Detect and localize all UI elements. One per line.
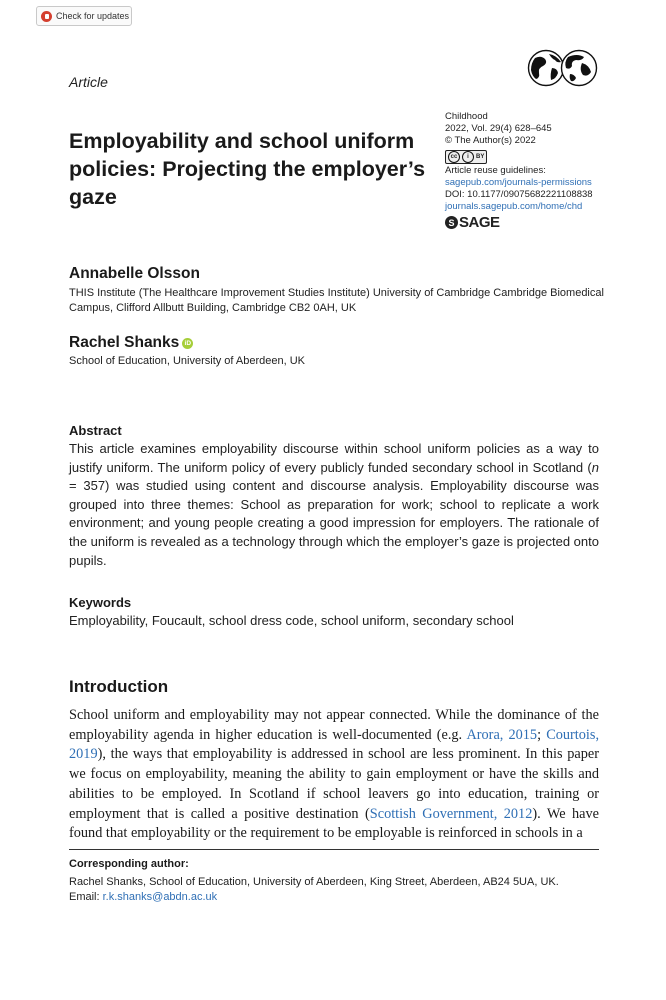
cc-by-license-icon: cc i BY bbox=[445, 150, 487, 164]
author-name: Annabelle Olsson bbox=[69, 265, 200, 282]
article-title: Employability and school uniform policies: Projecting the employer’s gaze bbox=[69, 129, 426, 209]
keywords-text: Employability, Foucault, school dress code, school uniform, secondary school bbox=[69, 613, 514, 628]
journal-name: Childhood bbox=[445, 111, 488, 122]
intro-text: ). We have found that employability or the requirement to be employable is reinforced in schools in a bbox=[69, 805, 599, 842]
journal-citation: 2022, Vol. 29(4) 628–645 bbox=[445, 123, 552, 134]
author-name-text: Rachel Shanks bbox=[69, 334, 180, 351]
citation-link[interactable]: Scottish Government, 2012 bbox=[369, 805, 533, 822]
sage-logo-icon: S bbox=[445, 216, 458, 229]
corresponding-author-address: Rachel Shanks, School of Education, University of Aberdeen, King Street, Aberdeen, AB24 5UA, UK. bbox=[69, 876, 559, 888]
email-label: Email: bbox=[69, 891, 103, 903]
abstract-text bbox=[69, 440, 599, 570]
citation-link[interactable]: Arora, 2015 bbox=[466, 726, 538, 743]
author-affiliation: THIS Institute (The Healthcare Improvement Studies Institute) University of Cambridge Cambridge Biomedical Campus, Clifford Allbutt Building, Cambridge CB2 0AH, UK bbox=[69, 287, 604, 314]
abstract-text-part: This article examines employability discourse within school uniform policies as a way to justify uniform. The uniform policy of every publicly funded secondary school in Scotland ( bbox=[69, 441, 599, 475]
journal-info bbox=[445, 111, 635, 229]
sage-logo bbox=[445, 213, 635, 231]
article-type-label: Article bbox=[69, 74, 108, 90]
sage-logo-text: SAGE bbox=[459, 213, 500, 231]
keywords-heading: Keywords bbox=[69, 595, 132, 610]
intro-text: School uniform and employability may not appear connected. While the dominance of the employability agenda in higher education is well-documented (e.g. bbox=[69, 707, 599, 743]
email-link[interactable]: r.k.shanks@abdn.ac.uk bbox=[102, 891, 218, 903]
journal-globe-logo-icon bbox=[527, 48, 599, 88]
reuse-link[interactable]: sagepub.com/journals-permissions bbox=[445, 177, 592, 188]
intro-text: ; bbox=[537, 726, 547, 743]
introduction-heading: Introduction bbox=[69, 677, 169, 696]
doi-value[interactable]: 10.1177/09075682221108838 bbox=[467, 189, 593, 200]
abstract-text-part: = 357) was studied using content and discourse analysis. Employability discourse was grouped into three themes: School as preparation for work; school to replicate a work environment; and young people creating a good impression for employers. The rationale of the uniform is revealed as a technology through which the employer’s gaze is projected onto pupils. bbox=[69, 478, 599, 568]
doi-label: DOI: bbox=[445, 189, 468, 200]
check-for-updates-button[interactable] bbox=[36, 6, 132, 26]
bookmark-icon bbox=[41, 11, 52, 22]
introduction-paragraph bbox=[69, 706, 599, 844]
author-name bbox=[69, 334, 193, 352]
abstract-n-symbol: n bbox=[591, 459, 599, 475]
intro-text: ), the ways that employability is addressed in school are less prominent. In this paper we focus on employability, meaning the ability to gain employment or have the skills and abilities to be employed. In Scotland if school leavers go into education, training or employment that is called a positive destination ( bbox=[69, 746, 599, 822]
license-badge-text: BY bbox=[476, 154, 485, 160]
author-affiliation: School of Education, University of Aberdeen, UK bbox=[69, 355, 306, 367]
journal-home-link[interactable]: journals.sagepub.com/home/chd bbox=[445, 201, 583, 212]
journal-copyright: © The Author(s) 2022 bbox=[445, 135, 536, 146]
corresponding-author-heading: Corresponding author: bbox=[69, 858, 189, 870]
footnote-divider bbox=[69, 849, 599, 850]
abstract-heading: Abstract bbox=[69, 423, 122, 438]
reuse-label: Article reuse guidelines: bbox=[445, 165, 546, 176]
orcid-icon[interactable]: iD bbox=[182, 338, 193, 349]
corresponding-author-info bbox=[69, 875, 609, 905]
citation-link[interactable]: Courtois, 2019 bbox=[69, 726, 600, 763]
check-for-updates-label: Check for updates bbox=[56, 11, 130, 21]
